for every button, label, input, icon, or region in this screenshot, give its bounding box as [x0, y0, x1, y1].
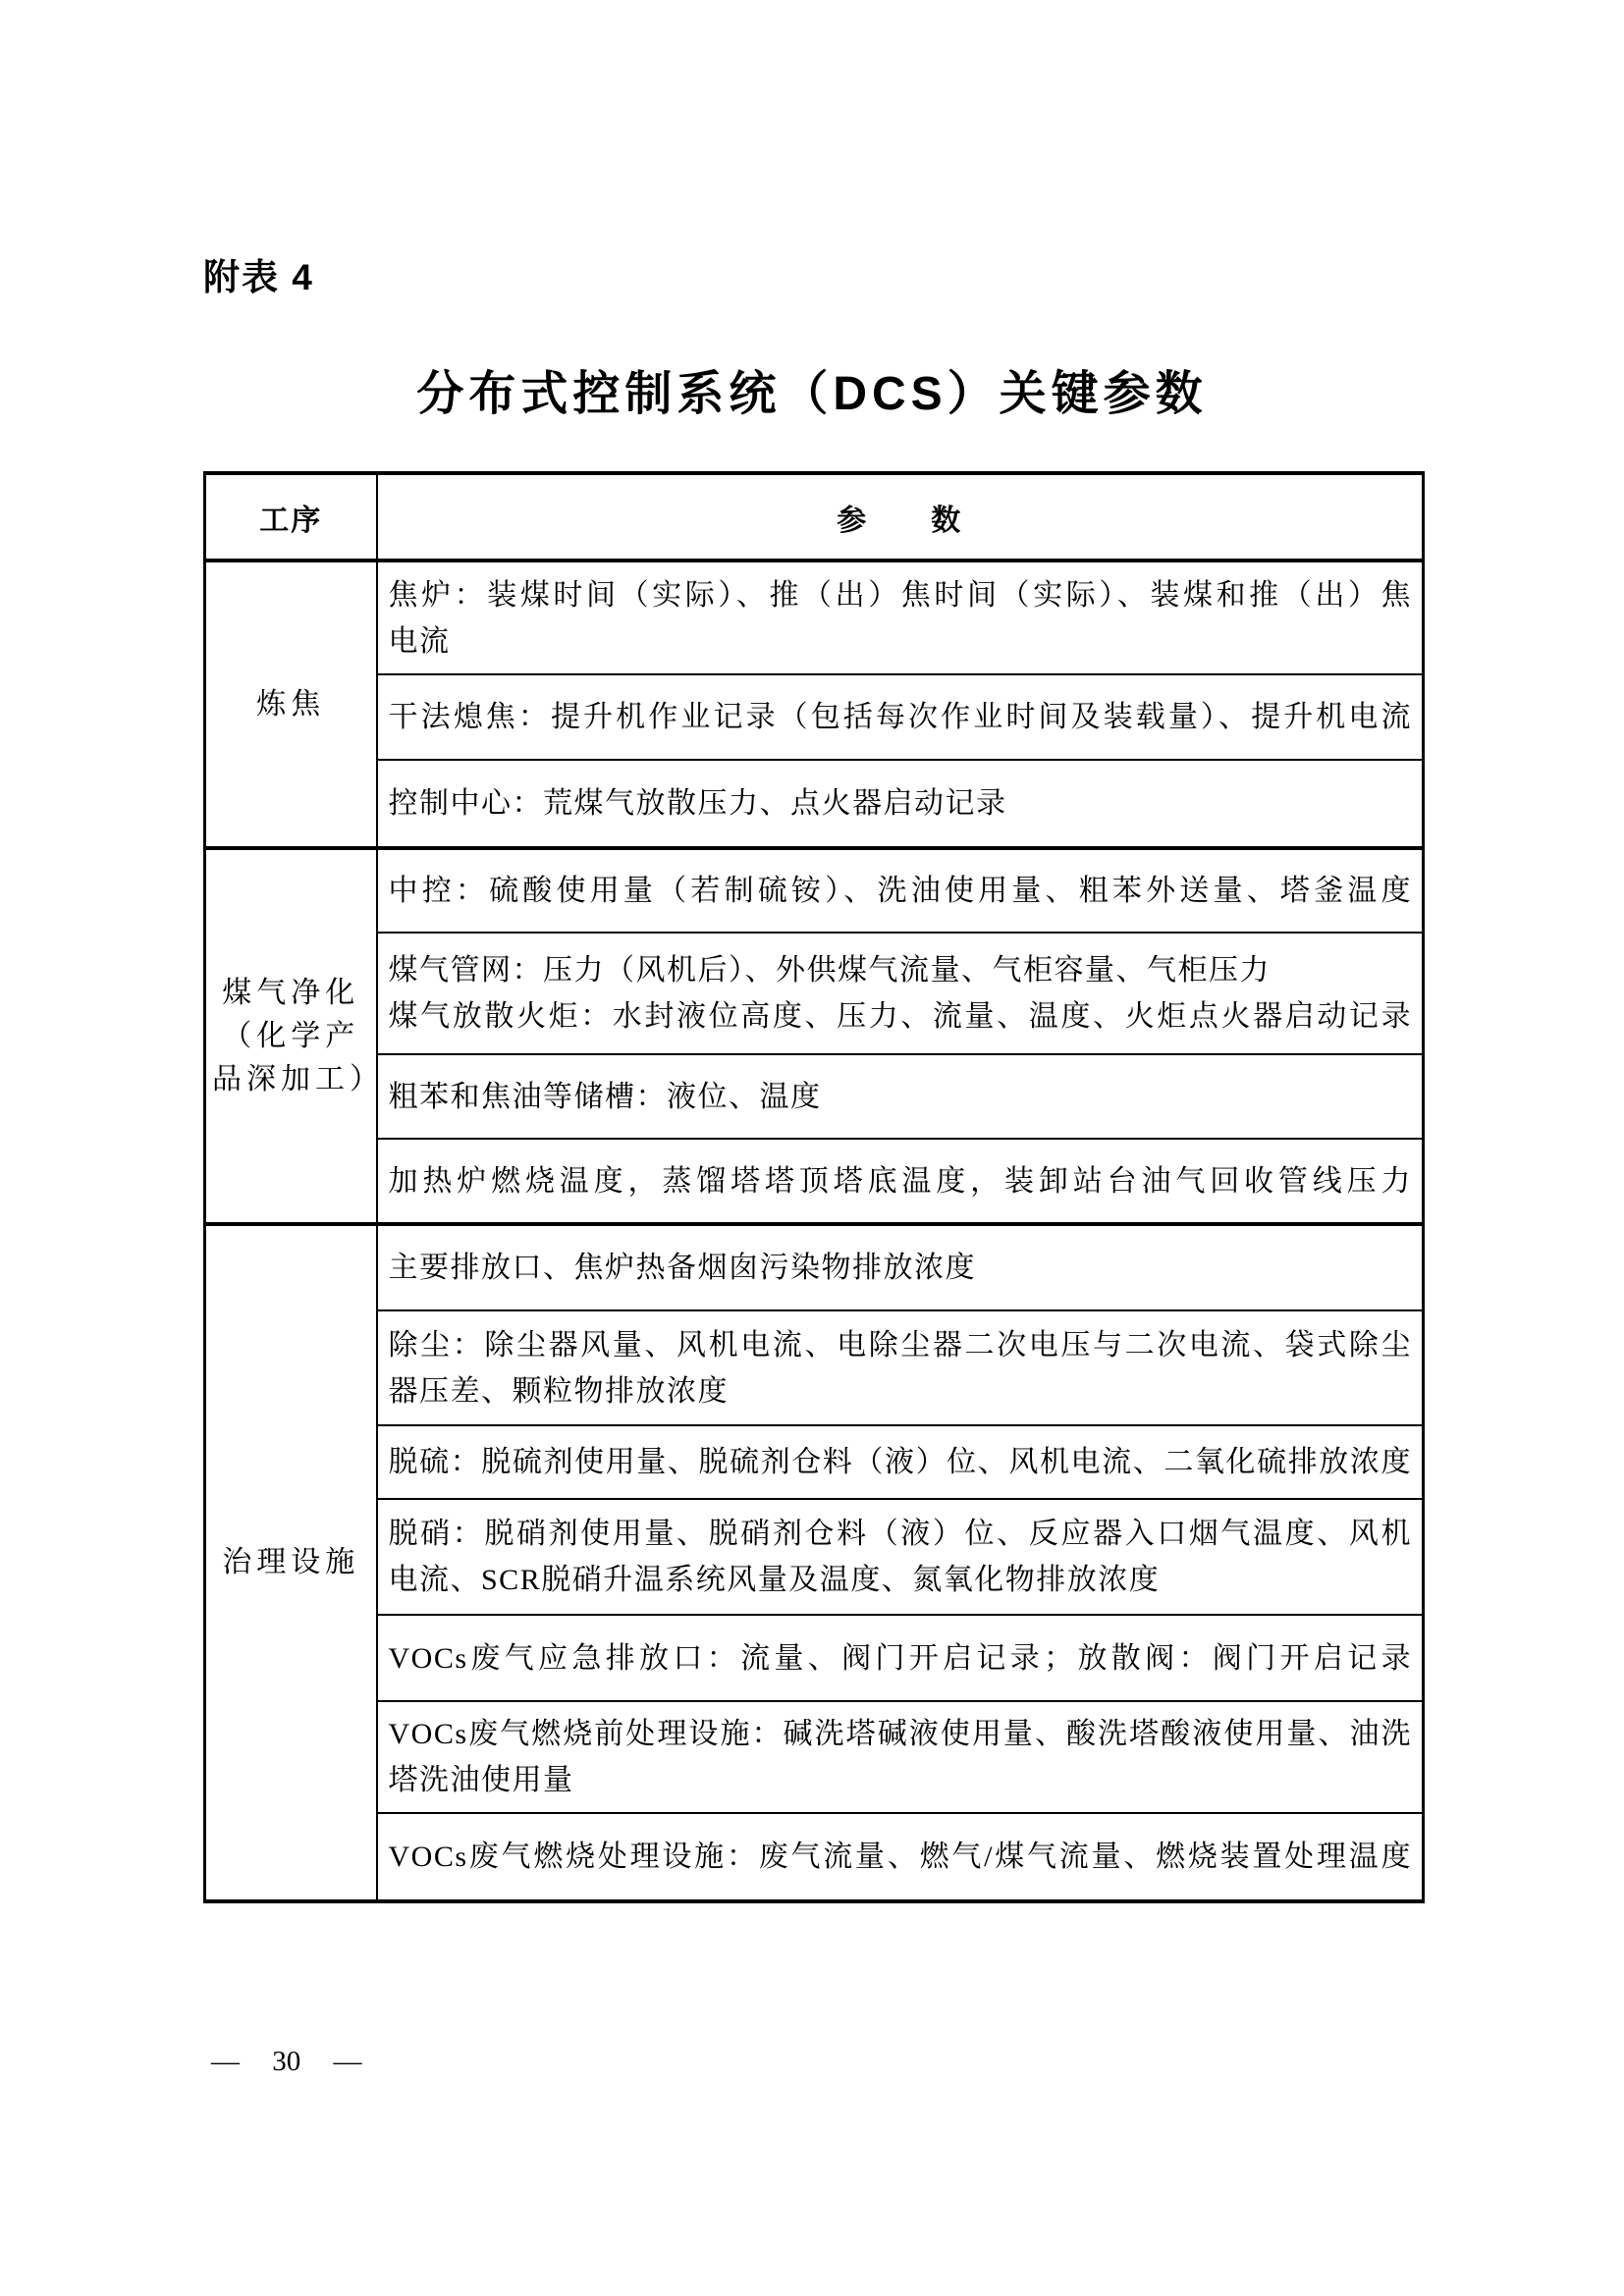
table-row — [205, 1310, 1424, 1425]
param-cell — [377, 1499, 1424, 1615]
page-number: — 30 — — [211, 2046, 362, 2077]
param-cell — [377, 933, 1424, 1054]
table-row — [205, 674, 1424, 760]
param-line: 电流 — [388, 624, 451, 658]
param-line: 焦炉：装煤时间（实际）、推（出）焦时间（实际）、装煤和推（出）焦 — [388, 578, 1412, 612]
param-cell — [377, 1224, 1424, 1310]
param-cell — [377, 1701, 1424, 1813]
group-label-gas-purification — [205, 848, 384, 1224]
param-line: 除尘：除尘器风量、风机电流、电除尘器二次电压与二次电流、袋式除尘 — [388, 1328, 1412, 1362]
table-row — [205, 1499, 1424, 1615]
table-header-row — [205, 473, 1424, 561]
param-cell — [377, 1310, 1424, 1425]
param-line: 干法熄焦：提升机作业记录（包括每次作业时间及装载量）、提升机电流 — [388, 701, 1412, 733]
table-row — [205, 1224, 1424, 1310]
appendix-label: 附表 4 — [203, 257, 314, 297]
table-row — [205, 760, 1424, 848]
document-title: 分布式控制系统（DCS）关键参数 — [416, 368, 1208, 420]
param-line: 煤气管网：压力（风机后）、外供煤气流量、气柜容量、气柜压力 — [388, 954, 1271, 987]
param-line: 粗苯和焦油等储槽：液位、温度 — [388, 1080, 822, 1113]
group-label-text: 炼焦 — [256, 687, 326, 721]
param-line: 器压差、颗粒物排放浓度 — [388, 1374, 729, 1408]
table-row — [205, 933, 1424, 1054]
table-row — [205, 1701, 1424, 1813]
param-line: VOCs废气燃烧前处理设施：碱洗塔碱液使用量、酸洗塔酸液使用量、油洗 — [388, 1718, 1412, 1750]
param-line: 主要排放口、焦炉热备烟囱污染物排放浓度 — [388, 1252, 976, 1284]
param-cell — [377, 1425, 1424, 1499]
param-line: 电流、SCR脱硝升温系统风量及温度、氮氧化物排放浓度 — [388, 1564, 1161, 1596]
param-line: VOCs废气燃烧处理设施：废气流量、燃气/煤气流量、燃烧装置处理温度 — [388, 1841, 1412, 1873]
table-row — [205, 848, 1424, 933]
param-line: 控制中心：荒煤气放散压力、点火器启动记录 — [388, 787, 1007, 820]
table-row — [205, 1139, 1424, 1224]
param-line: VOCs废气应急排放口：流量、阀门开启记录；放散阀：阀门开启记录 — [388, 1641, 1412, 1675]
param-line: 脱硫：脱硫剂使用量、脱硫剂仓料（液）位、风机电流、二氧化硫排放浓度 — [388, 1446, 1412, 1478]
table-row — [205, 1054, 1424, 1139]
param-cell — [377, 674, 1424, 760]
param-line: 中控：硫酸使用量（若制硫铵）、洗油使用量、粗苯外送量、塔釜温度 — [388, 875, 1412, 907]
param-cell — [377, 760, 1424, 848]
group-label-text: 煤气净化 — [222, 976, 360, 1009]
param-cell — [377, 848, 1424, 933]
param-cell — [377, 1139, 1424, 1224]
table-row — [205, 1813, 1424, 1901]
group-label-text: 品深加工） — [212, 1062, 384, 1095]
header-parameters: 参 数 — [377, 473, 1424, 561]
param-cell — [377, 1615, 1424, 1701]
dcs-parameters-table — [203, 471, 1425, 1903]
param-cell — [377, 1054, 1424, 1139]
param-line: 塔洗油使用量 — [388, 1764, 574, 1796]
group-label-text: 治理设施 — [222, 1546, 360, 1578]
group-label-text: （化学产 — [222, 1019, 360, 1052]
param-cell — [377, 561, 1424, 674]
table-row — [205, 561, 1424, 674]
header-process: 工序 — [205, 473, 377, 561]
group-label-coking — [205, 561, 377, 848]
param-cell — [377, 1813, 1424, 1901]
table-row — [205, 1425, 1424, 1499]
param-line: 脱硝：脱硝剂使用量、脱硝剂仓料（液）位、反应器入口烟气温度、风机 — [388, 1518, 1412, 1550]
group-label-treatment-facilities — [205, 1224, 377, 1901]
param-line: 加热炉燃烧温度，蒸馏塔塔顶塔底温度，装卸站台油气回收管线压力 — [388, 1164, 1412, 1198]
table-row — [205, 1615, 1424, 1701]
param-line: 煤气放散火炬：水封液位高度、压力、流量、温度、火炬点火器启动记录 — [388, 1000, 1412, 1033]
